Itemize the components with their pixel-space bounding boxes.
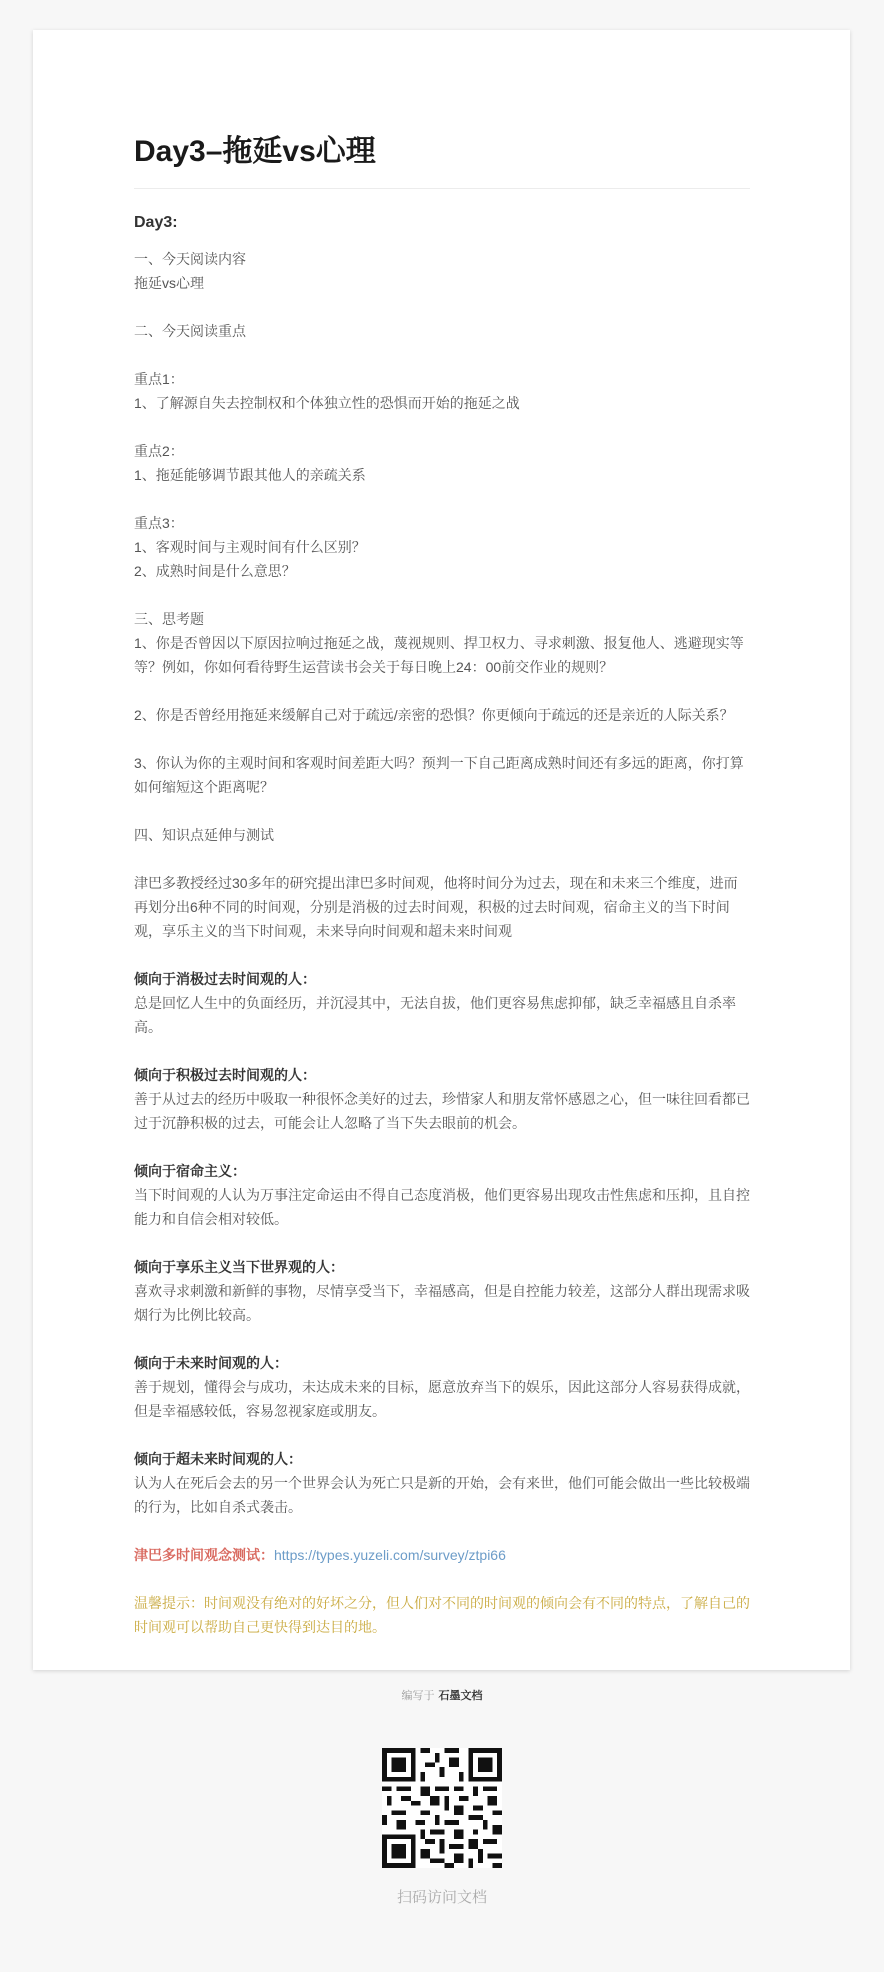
type-4-text: 喜欢寻求刺激和新鲜的事物，尽情享受当下，幸福感高，但是自控能力较差，这部分人群出现需求吸烟行为比例比较高。 xyxy=(134,1283,750,1323)
intro-paragraph: 津巴多教授经过30多年的研究提出津巴多时间观，他将时间分为过去，现在和未来三个维度，进而再划分出6种不同的时间观，分别是消极的过去时间观，积极的过去时间观，宿命主义的当下时间观，享乐主义的当下时间观，未来导向时间观和超未来时间观 xyxy=(134,875,738,939)
test-label: 津巴多时间观念测试： xyxy=(134,1547,274,1563)
key-point-3-item-1: 1、客观时间与主观时间有什么区别？ xyxy=(134,539,366,555)
section-4-title: 四、知识点延伸与测试 xyxy=(134,827,274,843)
test-line xyxy=(134,1543,750,1567)
type-1-text: 总是回忆人生中的负面经历，并沉浸其中，无法自拔，他们更容易焦虑抑郁，缺乏幸福感且自杀率高。 xyxy=(134,995,736,1035)
type-5-text: 善于规划，懂得会与成功，未达成未来的目标，愿意放弃当下的娱乐，因此这部分人容易获得成就，但是幸福感较低，容易忽视家庭或朋友。 xyxy=(134,1379,750,1419)
type-3-text: 当下时间观的人认为万事注定命运由不得自己态度消极，他们更容易出现攻击性焦虑和压抑，且自控能力和自信会相对较低。 xyxy=(134,1187,750,1227)
question-2: 2、你是否曾经用拖延来缓解自己对于疏远/亲密的恐惧？你更倾向于疏远的还是亲近的人际关系？ xyxy=(134,707,734,723)
section-1-title: 一、今天阅读内容 xyxy=(134,251,246,267)
document-title: Day3–拖延vs心理 xyxy=(134,126,750,189)
section-2-title: 二、今天阅读重点 xyxy=(134,323,246,339)
scan-label: 扫码访问文档 xyxy=(396,1889,487,1906)
type-1-title: 倾向于消极过去时间观的人： xyxy=(134,971,316,987)
type-6-text: 认为人在死后会去的另一个世界会认为死亡只是新的开始，会有来世，他们可能会做出一些比较极端的行为，比如自杀式袭击。 xyxy=(134,1475,750,1515)
section-1-text: 拖延vs心理 xyxy=(134,275,204,291)
type-4-title: 倾向于享乐主义当下世界观的人： xyxy=(134,1259,344,1275)
type-3-title: 倾向于宿命主义： xyxy=(134,1163,246,1179)
question-1: 1、你是否曾因以下原因拉响过拖延之战，蔑视规则、捍卫权力、寻求刺激、报复他人、逃避现实等等？例如，你如何看待野生运营读书会关于每日晚上24：00前交作业的规则？ xyxy=(134,635,744,675)
key-point-2-title: 重点2： xyxy=(134,443,184,459)
document-content xyxy=(134,126,750,1639)
key-point-1-item: 1、了解源自失去控制权和个体独立性的恐惧而开始的拖延之战 xyxy=(134,395,520,411)
tip-text: 温馨提示：时间观没有绝对的好坏之分，但人们对不同的时间观的倾向会有不同的特点，了解自己的时间观可以帮助自己更快得到达目的地。 xyxy=(134,1595,750,1635)
section-3-title: 三、思考题 xyxy=(134,611,204,627)
type-5-title: 倾向于未来时间观的人： xyxy=(134,1355,288,1371)
footer-note xyxy=(0,1687,884,1703)
type-2-title: 倾向于积极过去时间观的人： xyxy=(134,1067,316,1083)
key-point-3-item-2: 2、成熟时间是什么意思？ xyxy=(134,563,296,579)
document-card xyxy=(33,30,850,1670)
key-point-3-title: 重点3： xyxy=(134,515,184,531)
key-point-2-item: 1、拖延能够调节跟其他人的亲疏关系 xyxy=(134,467,366,483)
type-6-title: 倾向于超未来时间观的人： xyxy=(134,1451,302,1467)
qr-code-icon xyxy=(382,1748,502,1868)
test-link[interactable]: https://types.yuzeli.com/survey/ztpi66 xyxy=(274,1547,506,1563)
written-with-label: 编写于 xyxy=(401,1690,435,1702)
key-point-1-title: 重点1： xyxy=(134,371,184,387)
question-3: 3、你认为你的主观时间和客观时间差距大吗？预判一下自己距离成熟时间还有多远的距离，你打算如何缩短这个距离呢？ xyxy=(134,755,744,795)
brand-link[interactable]: 石墨文档 xyxy=(438,1690,483,1702)
type-2-text: 善于从过去的经历中吸取一种很怀念美好的过去，珍惜家人和朋友常怀感恩之心，但一味往回看都已过于沉静积极的过去，可能会让人忽略了当下失去眼前的机会。 xyxy=(134,1091,750,1131)
section-heading: Day3: xyxy=(134,214,178,231)
